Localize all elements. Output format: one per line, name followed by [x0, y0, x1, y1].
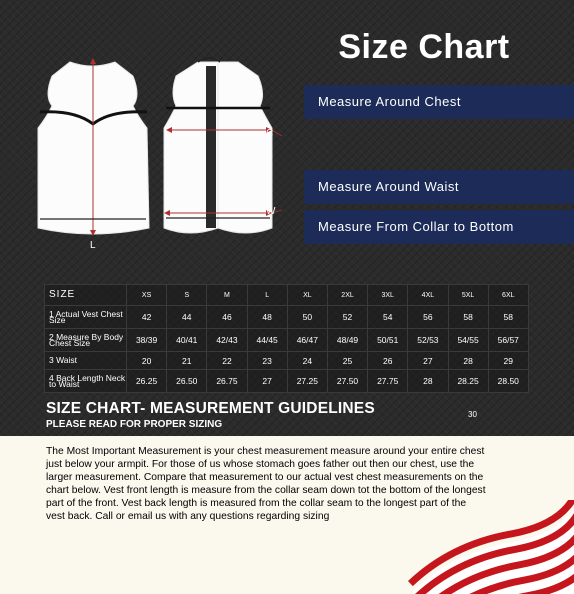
row-label: 1 Actual Vest Chest Size [45, 306, 127, 329]
table-row [45, 329, 529, 352]
table-cell: 26.25 [127, 370, 167, 393]
size-table-header-row [45, 285, 529, 306]
measure-length-bar: Measure From Collar to Bottom [304, 210, 574, 244]
table-cell: 50/51 [368, 329, 408, 352]
table-cell: 27.50 [327, 370, 367, 393]
table-cell: 25 [327, 352, 367, 370]
vest-back-illustration [38, 58, 149, 236]
header-cell: XS [127, 285, 167, 306]
table-cell: 28 [408, 370, 448, 393]
table-cell: 54/55 [448, 329, 488, 352]
table-cell: 21 [167, 352, 207, 370]
table-cell: 58 [488, 306, 528, 329]
table-cell: 46/47 [287, 329, 327, 352]
header-cell: S [167, 285, 207, 306]
table-cell: 27.75 [368, 370, 408, 393]
table-cell: 46 [207, 306, 247, 329]
table-row [45, 352, 529, 370]
table-cell: 40/41 [167, 329, 207, 352]
table-cell: 44 [167, 306, 207, 329]
table-cell: 23 [247, 352, 287, 370]
table-row [45, 306, 529, 329]
table-cell: 38/39 [127, 329, 167, 352]
header-cell: 2XL [327, 285, 367, 306]
vest-front-illustration [164, 58, 282, 233]
table-cell: 20 [127, 352, 167, 370]
guidelines-body-text: The Most Important Measurement is your chest measurement measure around your entire chest just below your armpit. For those of us whose stomach goes father out then our chest, use the larger measurement. Compare that measurement to our actual vest chest measurements on the chart below. Vest front length is measure from the collar seam down tot the bottom of the longest part of the front. Vest back length is measured from the collar seam to the longest part of the vest back. Call or email us with any questions regarding sizing [46, 446, 486, 523]
table-cell: 52 [327, 306, 367, 329]
table-cell: 28 [448, 352, 488, 370]
page-number: 30 [468, 410, 477, 419]
header-cell: 3XL [368, 285, 408, 306]
table-cell: 50 [287, 306, 327, 329]
table-cell: 42 [127, 306, 167, 329]
table-cell: 56/57 [488, 329, 528, 352]
table-cell: 27.25 [287, 370, 327, 393]
table-cell: 26.50 [167, 370, 207, 393]
table-cell: 48 [247, 306, 287, 329]
table-cell: 28.25 [448, 370, 488, 393]
table-cell: 44/45 [247, 329, 287, 352]
flag-decoration [394, 500, 574, 594]
length-label: L [90, 240, 96, 251]
waist-label: W [266, 206, 276, 217]
table-cell: 27 [408, 352, 448, 370]
table-cell: 24 [287, 352, 327, 370]
table-cell: 56 [408, 306, 448, 329]
chest-label: C [266, 128, 274, 139]
header-cell: 6XL [488, 285, 528, 306]
measure-chest-bar: Measure Around Chest [304, 85, 574, 119]
table-cell: 42/43 [207, 329, 247, 352]
header-cell: SIZE [45, 285, 127, 306]
table-row [45, 370, 529, 393]
size-table [44, 284, 529, 393]
table-cell: 22 [207, 352, 247, 370]
header-cell: 4XL [408, 285, 448, 306]
vest-diagrams [20, 48, 290, 258]
table-cell: 28.50 [488, 370, 528, 393]
guidelines-subheading: PLEASE READ FOR PROPER SIZING [46, 419, 223, 430]
row-label: 2 Measure By Body Chest Size [45, 329, 127, 352]
header-cell: M [207, 285, 247, 306]
guidelines-heading: SIZE CHART- MEASUREMENT GUIDELINES [46, 400, 375, 417]
table-cell: 29 [488, 352, 528, 370]
table-cell: 27 [247, 370, 287, 393]
table-cell: 26.75 [207, 370, 247, 393]
row-label: 4 Back Length Neck to Waist [45, 370, 127, 393]
table-cell: 48/49 [327, 329, 367, 352]
table-cell: 58 [448, 306, 488, 329]
measure-waist-bar: Measure Around Waist [304, 170, 574, 204]
table-cell: 52/53 [408, 329, 448, 352]
row-label: 3 Waist [45, 352, 127, 370]
header-cell: XL [287, 285, 327, 306]
table-cell: 54 [368, 306, 408, 329]
header-cell: L [247, 285, 287, 306]
page-title: Size Chart [338, 28, 510, 66]
header-cell: 5XL [448, 285, 488, 306]
table-cell: 26 [368, 352, 408, 370]
